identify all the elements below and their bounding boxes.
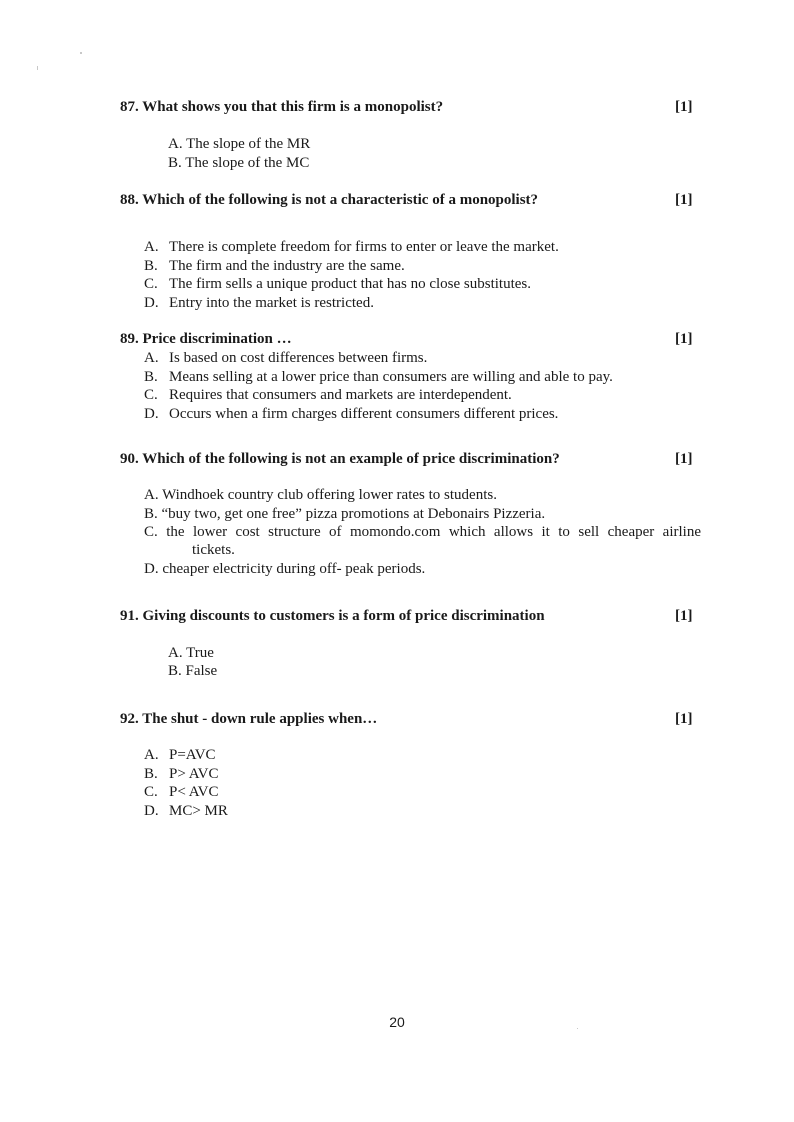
option-letter: D.	[144, 561, 159, 577]
option-letter: B.	[144, 506, 158, 522]
option-c	[144, 387, 512, 404]
option-text: Entry into the market is restricted.	[169, 295, 374, 311]
question-text: Which of the following is not a characteristic of a monopolist?	[142, 192, 539, 208]
option-text: False	[185, 663, 218, 679]
option-letter: C.	[144, 276, 158, 292]
question-89-heading	[120, 331, 292, 348]
option-text: True	[186, 645, 214, 661]
option-letter: B.	[144, 369, 158, 385]
option-letter: A.	[144, 239, 159, 255]
option-letter: C.	[144, 524, 158, 540]
option-letter: C.	[144, 387, 158, 403]
option-letter: A.	[144, 350, 159, 366]
option-b	[144, 766, 218, 783]
question-number: 92.	[120, 711, 139, 727]
scan-speck	[37, 66, 38, 70]
option-text: The firm and the industry are the same.	[169, 258, 405, 274]
option-b	[168, 155, 309, 172]
question-88-heading	[120, 192, 538, 209]
option-letter: A.	[144, 747, 159, 763]
option-a	[168, 136, 310, 153]
question-92-heading	[120, 711, 377, 728]
option-d	[144, 406, 558, 423]
page-number: 20	[389, 1014, 405, 1030]
option-a	[144, 350, 427, 367]
option-text: Occurs when a firm charges different consumers different prices.	[169, 406, 559, 422]
option-text: The slope of the MC	[185, 155, 310, 171]
option-letter: C.	[144, 784, 158, 800]
option-d	[144, 295, 374, 312]
option-text: Windhoek country club offering lower rates to students.	[162, 487, 497, 503]
option-letter: B.	[144, 258, 158, 274]
question-87-heading	[120, 99, 443, 116]
option-letter: D.	[144, 295, 159, 311]
option-c	[144, 784, 218, 801]
option-text: Requires that consumers and markets are interdependent.	[169, 387, 512, 403]
question-text: The shut - down rule applies when…	[142, 711, 378, 727]
question-number: 87.	[120, 99, 139, 115]
option-text: P=AVC	[169, 747, 216, 763]
option-text: cheaper electricity during off- peak periods.	[162, 561, 426, 577]
marks-label: [1]	[675, 99, 693, 115]
question-text: Price discrimination …	[142, 331, 292, 347]
marks-label: [1]	[675, 451, 693, 467]
option-letter: A.	[168, 136, 183, 152]
marks-label: [1]	[675, 192, 693, 208]
option-text: Means selling at a lower price than consumers are willing and able to pay.	[169, 369, 613, 385]
option-d	[144, 803, 228, 820]
question-text: What shows you that this firm is a monopolist?	[142, 99, 444, 115]
option-letter: A.	[168, 645, 183, 661]
option-text: P< AVC	[169, 784, 219, 800]
option-text: P> AVC	[169, 766, 219, 782]
option-text: The firm sells a unique product that has no close substitutes.	[169, 276, 532, 292]
option-text: There is complete freedom for firms to enter or leave the market.	[169, 239, 559, 255]
option-text: The slope of the MR	[186, 136, 311, 152]
option-c	[144, 276, 531, 293]
option-letter: D.	[144, 803, 159, 819]
option-a	[144, 747, 216, 764]
option-a	[144, 487, 497, 504]
option-b	[168, 663, 217, 680]
option-text: “buy two, get one free” pizza promotions at Debonairs Pizzeria.	[161, 506, 546, 522]
question-91-heading	[120, 608, 545, 625]
option-a	[144, 239, 559, 256]
option-c-continuation: tickets.	[192, 542, 235, 558]
scan-speck	[577, 1028, 578, 1029]
question-number: 91.	[120, 608, 139, 624]
marks-label: [1]	[675, 711, 693, 727]
option-d	[144, 561, 425, 578]
question-number: 88.	[120, 192, 139, 208]
option-b	[144, 369, 613, 386]
marks-label: [1]	[675, 608, 693, 624]
option-letter: B.	[168, 663, 182, 679]
option-b	[144, 506, 545, 523]
option-c	[144, 524, 701, 541]
option-a	[168, 645, 214, 662]
question-text: Giving discounts to customers is a form of price discrimination	[142, 608, 545, 624]
question-text: Which of the following is not an example of price discrimination?	[142, 451, 560, 467]
question-90-heading	[120, 451, 560, 468]
option-text: Is based on cost differences between firms.	[169, 350, 428, 366]
scan-speck	[80, 52, 82, 54]
option-letter: B.	[168, 155, 182, 171]
option-b	[144, 258, 405, 275]
marks-label: [1]	[675, 331, 693, 347]
option-text: MC> MR	[169, 803, 228, 819]
question-number: 90.	[120, 451, 139, 467]
option-text: the lower cost structure of momondo.com which allows it to sell cheaper airline	[166, 524, 701, 540]
option-letter: D.	[144, 406, 159, 422]
question-number: 89.	[120, 331, 139, 347]
option-letter: B.	[144, 766, 158, 782]
option-letter: A.	[144, 487, 159, 503]
